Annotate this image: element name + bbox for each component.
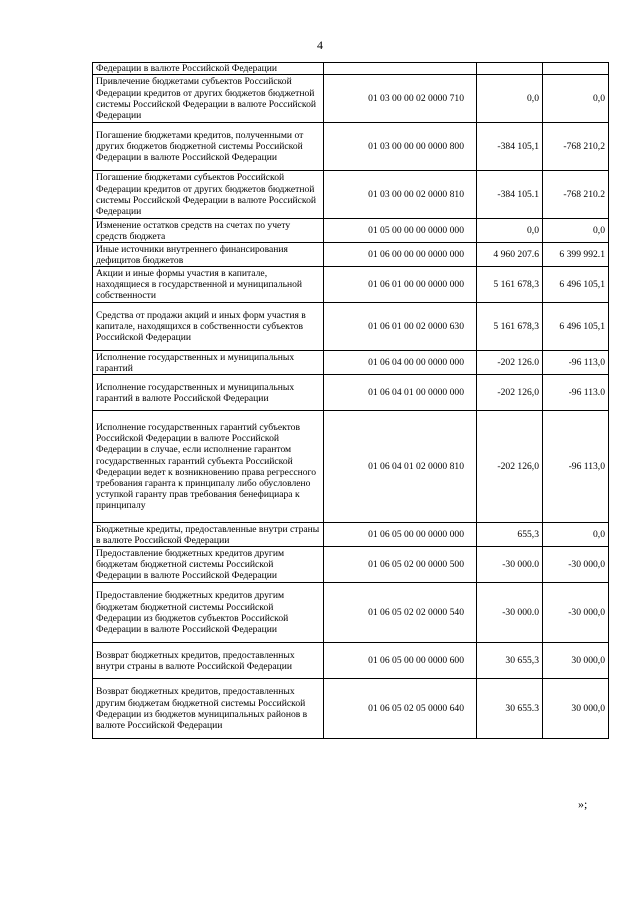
row-name-cell: Возврат бюджетных кредитов, предоставленных внутри страны в валюте Российской Федерации [93,643,324,679]
closing-mark: »; [578,797,588,811]
row-code-cell: 01 06 05 00 00 0000 000 [324,523,477,547]
row-value-2024-cell: -30 000,0 [543,583,609,643]
row-value-2023-cell: 30 655.3 [477,679,543,739]
table-row [93,243,609,267]
row-name-cell: Средства от продажи акций и иных форм участия в капитале, находящихся в собственности субъектов Российской Федерации [93,303,324,351]
table-body [93,63,609,739]
table-row [93,219,609,243]
row-name-cell: Исполнение государственных и муниципальных гарантий [93,351,324,375]
row-code-cell: 01 06 05 02 05 0000 640 [324,679,477,739]
row-code-cell: 01 06 04 00 00 0000 000 [324,351,477,375]
table-row [93,411,609,523]
row-value-2023-cell: 0,0 [477,219,543,243]
row-value-2024-cell: -768 210.2 [543,171,609,219]
row-code-cell: 01 03 00 00 02 0000 710 [324,75,477,123]
row-code-cell: 01 03 00 00 00 0000 800 [324,123,477,171]
row-code-cell: 01 06 05 02 02 0000 540 [324,583,477,643]
row-value-2023-cell: -202 126,0 [477,411,543,523]
row-value-2024-cell: 30 000,0 [543,679,609,739]
row-name-cell: Федерации в валюте Российской Федерации [93,63,324,75]
row-code-cell: 01 06 01 00 02 0000 630 [324,303,477,351]
row-code-cell: 01 06 05 02 00 0000 500 [324,547,477,583]
row-code-cell: 01 05 00 00 00 0000 000 [324,219,477,243]
table-row [93,75,609,123]
row-value-2024-cell: 30 000,0 [543,643,609,679]
row-name-cell: Возврат бюджетных кредитов, предоставленных другим бюджетам бюджетной системы Российской Федерации из бюджетов муниципальных районов в валюте Российской Федерации [93,679,324,739]
table-row [93,171,609,219]
row-value-2023-cell: -202 126.0 [477,351,543,375]
row-value-2024-cell: -96 113,0 [543,411,609,523]
row-name-cell: Погашение бюджетами субъектов Российской Федерации кредитов от других бюджетов бюджетной системы Российской Федерации в валюте Российской Федерации [93,171,324,219]
row-value-2024-cell: 0,0 [543,219,609,243]
row-value-2024-cell: -96 113,0 [543,351,609,375]
row-value-2023-cell [477,63,543,75]
table-row [93,547,609,583]
row-value-2024-cell: 0,0 [543,523,609,547]
row-value-2023-cell: -384 105.1 [477,171,543,219]
row-code-cell: 01 06 01 00 00 0000 000 [324,267,477,303]
table-row [93,123,609,171]
row-value-2023-cell: 5 161 678,3 [477,303,543,351]
row-name-cell: Исполнение государственных и муниципальных гарантий в валюте Российской Федерации [93,375,324,411]
row-name-cell: Исполнение государственных гарантий субъектов Российской Федерации в валюте Российской Федерации в случае, если исполнение гарантом государственных гарантий субъекта Российской Федерации ведет к возникновению права регрессного требования гаранта к принципалу либо обусловлено уступкой гаранту прав требования бенефициара к принципалу [93,411,324,523]
row-code-cell: 01 06 04 01 00 0000 000 [324,375,477,411]
row-code-cell: 01 03 00 00 02 0000 810 [324,171,477,219]
table-row [93,375,609,411]
row-value-2023-cell: 0,0 [477,75,543,123]
row-value-2024-cell: 6 496 105,1 [543,267,609,303]
table-row [93,351,609,375]
table-row [93,303,609,351]
table-row [93,643,609,679]
row-value-2024-cell: 6 399 992.1 [543,243,609,267]
row-name-cell: Предоставление бюджетных кредитов другим бюджетам бюджетной системы Российской Федерации в валюте Российской Федерации [93,547,324,583]
row-value-2023-cell: -384 105,1 [477,123,543,171]
row-name-cell: Привлечение бюджетами субъектов Российской Федерации кредитов от других бюджетов бюджетной системы Российской Федерации в валюте Российской Федерации [93,75,324,123]
row-code-cell: 01 06 00 00 00 0000 000 [324,243,477,267]
row-value-2023-cell: 5 161 678,3 [477,267,543,303]
row-value-2023-cell: -30 000.0 [477,583,543,643]
row-value-2024-cell: 6 496 105,1 [543,303,609,351]
page-number: 4 [317,38,323,52]
budget-sources-table [92,62,609,739]
row-name-cell: Предоставление бюджетных кредитов другим бюджетам бюджетной системы Российской Федерации из бюджетов субъектов Российской Федерации в валюте Российской Федерации [93,583,324,643]
row-name-cell: Изменение остатков средств на счетах по учету средств бюджета [93,219,324,243]
table-row [93,679,609,739]
row-value-2023-cell: 655,3 [477,523,543,547]
row-value-2023-cell: -202 126,0 [477,375,543,411]
row-value-2024-cell: -768 210,2 [543,123,609,171]
row-value-2023-cell: -30 000.0 [477,547,543,583]
row-name-cell: Бюджетные кредиты, предоставленные внутри страны в валюте Российской Федерации [93,523,324,547]
row-name-cell: Акции и иные формы участия в капитале, находящиеся в государственной и муниципальной собственности [93,267,324,303]
row-name-cell: Иные источники внутреннего финансирования дефицитов бюджетов [93,243,324,267]
row-value-2023-cell: 4 960 207.6 [477,243,543,267]
table-row [93,267,609,303]
row-code-cell [324,63,477,75]
row-code-cell: 01 06 05 00 00 0000 600 [324,643,477,679]
table-row [93,63,609,75]
row-name-cell: Погашение бюджетами кредитов, полученными от других бюджетов бюджетной системы Российской Федерации в валюте Российской Федерации [93,123,324,171]
row-value-2024-cell: -30 000,0 [543,547,609,583]
row-value-2023-cell: 30 655,3 [477,643,543,679]
row-value-2024-cell: -96 113.0 [543,375,609,411]
table-row [93,523,609,547]
row-value-2024-cell: 0,0 [543,75,609,123]
table-row [93,583,609,643]
row-value-2024-cell [543,63,609,75]
row-code-cell: 01 06 04 01 02 0000 810 [324,411,477,523]
